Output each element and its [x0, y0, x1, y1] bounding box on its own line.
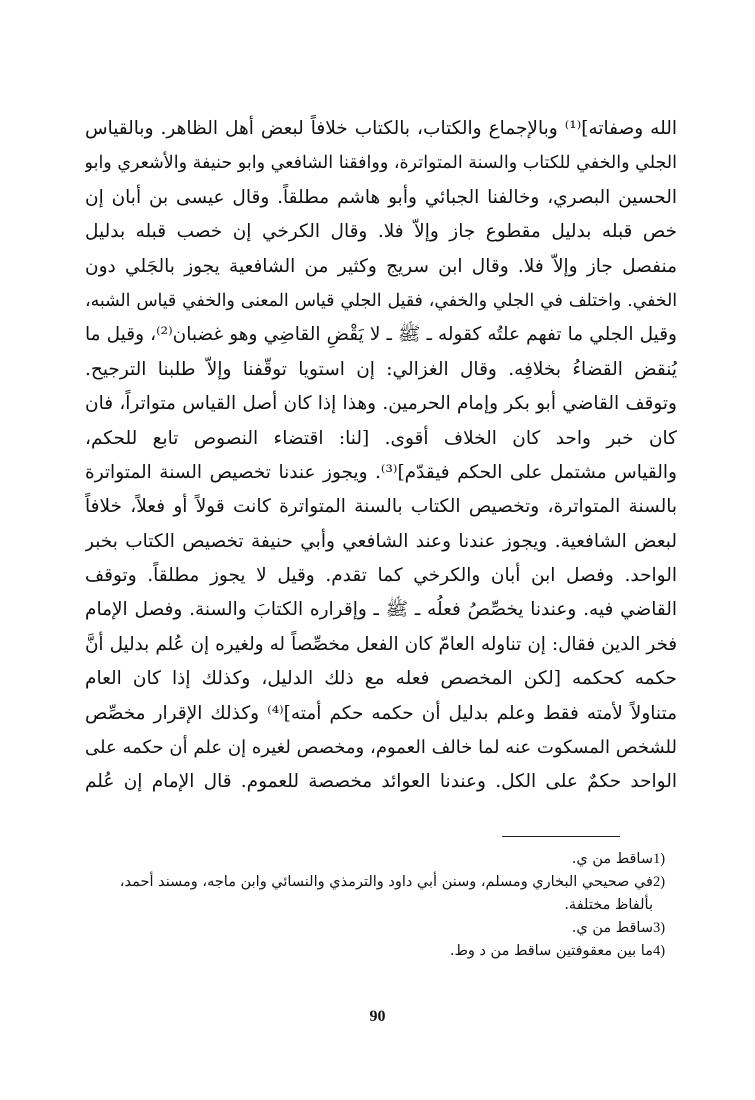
text-line: والقياس مشتمل على الحكم فيقدّم]⁽³⁾. ويجوز عندنا تخصيص السنة المتواترة: [85, 461, 677, 483]
text-line: فخر الدين فقال: إن تناوله العامّ كان الفعل مخصِّصاً له ولغيره إن عُلم بدليل أنَّ: [85, 633, 677, 655]
footnote: [85, 917, 677, 940]
footnote-number: 2): [653, 874, 666, 890]
text-line: للشخص المسكوت عنه لما خالف العموم، ومخصص لغيره إن علم أن حكمه على: [85, 737, 677, 759]
footnote: [85, 940, 677, 963]
main-text-block: [85, 112, 677, 800]
text-line: الواحد. وفصل ابن أبان والكرخي كما تقدم. وقيل لا يجوز مطلقاً. وتوقف: [85, 565, 677, 587]
text-line: الله وصفاته]⁽¹⁾ وبالإجماع والكتاب، بالكتاب خلافاً لبعض أهل الظاهر. وبالقياس: [85, 118, 677, 139]
footnotes: [85, 848, 677, 963]
text-line: الجلي والخفي للكتاب والسنة المتواترة، ووافقنا الشافعي وابو حنيفة والأشعري وابو: [85, 153, 677, 174]
footnote-text: ساقط من ي.: [571, 920, 653, 936]
text-line: متناولاً لأمته فقط وعلم بدليل أن حكمه حكم أمته]⁽⁴⁾ وكذلك الإقرار مخصِّص: [85, 702, 677, 724]
footnote-text: ما بين معقوفتين ساقط من د وط.: [449, 943, 653, 959]
footnote: [85, 871, 677, 894]
text-line: حكمه كحكمه [لكن المخصص فعله مع ذلك الدليل، وكذلك إذا كان العام: [85, 668, 677, 690]
text-line: لبعض الشافعية. ويجوز عندنا وعند الشافعي وأبي حنيفة تخصيص الكتاب بخبر: [85, 530, 677, 552]
text-line: منفصل جاز وإلاّ فلا. وقال ابن سريج وكثير من الشافعية يجوز بالجَلي دون: [85, 255, 677, 277]
text-line: بالسنة المتواترة، وتخصيص الكتاب بالسنة المتواترة كانت قولاً أو فعلاً، خلافاً: [85, 496, 677, 518]
footnote-text: ساقط من ي.: [571, 851, 653, 867]
text-line: الحسين البصري، وخالفنا الجبائي وأبو هاشم مطلقاً. وقال عيسى بن أبان إن: [85, 186, 677, 208]
footnote-number: 4): [653, 943, 666, 959]
footnote: [85, 848, 677, 871]
text-line: الخفي. واختلف في الجلي والخفي، فقيل الجلي قياس المعنى والخفي قياس الشبه،: [85, 290, 677, 311]
footnote-number: 1): [653, 851, 666, 867]
text-line: خص قبله بدليل مقطوع جاز وإلاّ فلا. وقال الكرخي إن خصب قبله بدليل: [85, 221, 677, 243]
footnote-separator: [502, 836, 620, 837]
text-line: الواحد حكمٌ على الكل. وعندنا العوائد مخصصة للعموم. قال الإمام إن عُلم: [85, 771, 677, 793]
text-line: كان خبر واحد كان الخلاف أقوى. [لنا: اقتضاء النصوص تابع للحكم،: [85, 427, 677, 449]
text-line: يُنقض القضاءُ بخلافِه. وقال الغزالي: إن استويا توقّفنا وإلاّ طلبنا الترجيح.: [85, 358, 677, 380]
footnote-text: في صحيحي البخاري ومسلم، وسنن أبي داود والترمذي والنسائي وابن ماجه، ومسند أحمد،: [119, 874, 653, 890]
footnote-number: 3): [653, 920, 666, 936]
footnote-text-continued: بألفاظ مختلفة.: [564, 897, 653, 913]
text-line: القاضي فيه. وعندنا يخصِّصُ فعلُه ـ ﷺ ـ وإقراره الكتابَ والسنة. وفصل الإمام: [85, 599, 677, 621]
page-number: 90: [369, 1008, 386, 1025]
text-line: وقيل الجلي ما تفهم علتُه كقوله ـ ﷺ ـ لا يَقْضِ القاضِي وهو غضبان⁽²⁾، وقيل ما: [85, 324, 677, 346]
text-line: وتوقف القاضي أبو بكر وإمام الحرمين. وهذا إذا كان أصل القياس متواتراً، فان: [85, 393, 677, 415]
